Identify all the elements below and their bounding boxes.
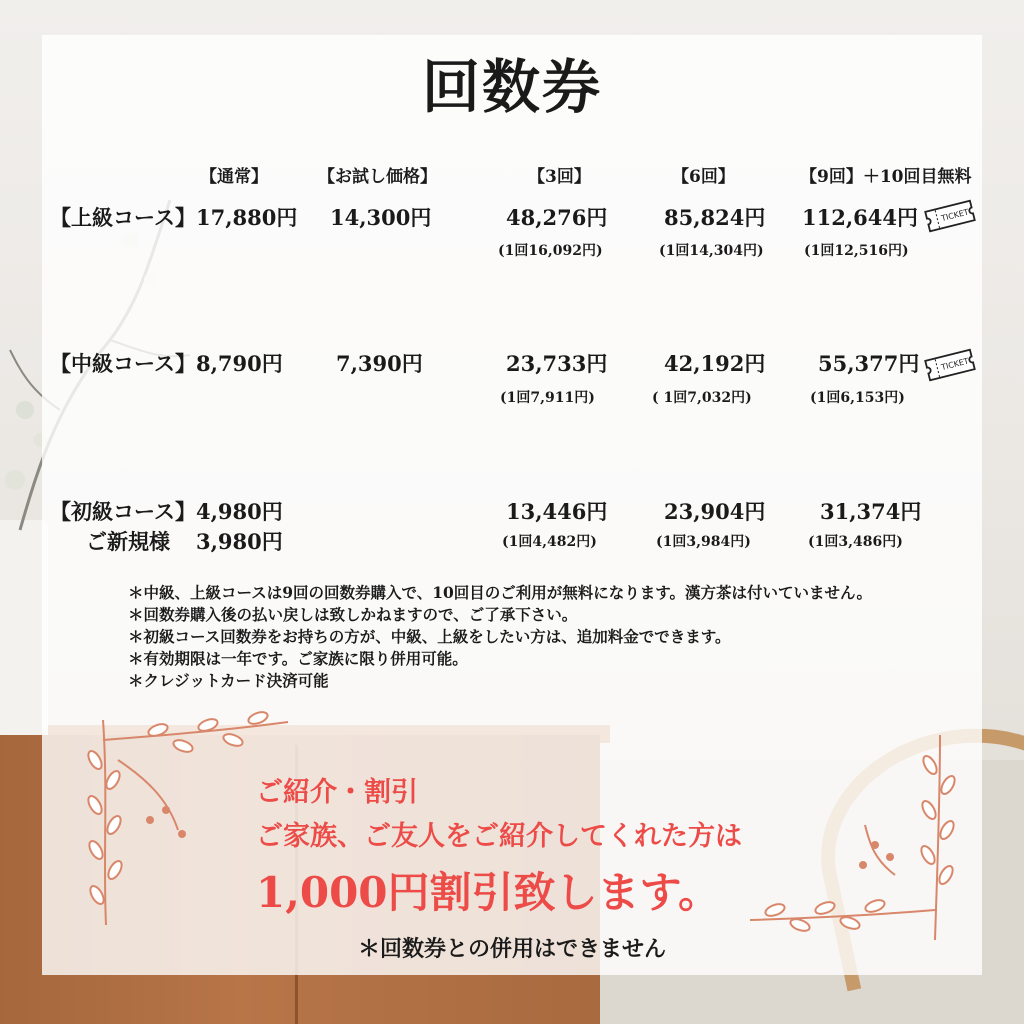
price-trial-intermediate: 7,390円 xyxy=(336,351,423,376)
note-item: ＊クレジットカード決済可能 xyxy=(128,671,329,690)
price-nine-advanced: 112,644円 xyxy=(802,205,918,230)
price-nine-intermediate: 55,377円 xyxy=(818,351,920,376)
price-three-advanced: 48,276円 xyxy=(506,205,608,230)
price-six-beginner: 23,904円 xyxy=(664,499,766,524)
note-item: ＊回数券購入後の払い戻しは致しかねますので、ご了承下さい。 xyxy=(128,605,578,624)
per-six-beginner: (1回3,984円) xyxy=(656,534,751,550)
price-regular-beginner: 4,980円 xyxy=(196,499,283,524)
per-nine-advanced: (1回12,516円) xyxy=(804,243,909,259)
price-six-advanced: 85,824円 xyxy=(664,205,766,230)
svg-text:TICKET: TICKET xyxy=(940,207,970,224)
notes-list xyxy=(128,582,872,692)
price-nine-beginner: 31,374円 xyxy=(820,499,922,524)
course-label-beginner: 【初級コース】 xyxy=(50,499,196,524)
header-nine: 【9回】＋10回目無料 xyxy=(800,167,972,187)
note-item: ＊初級コース回数券をお持ちの方が、中級、上級をしたい方は、追加料金でできます。 xyxy=(128,627,731,646)
header-three: 【3回】 xyxy=(528,167,591,187)
per-nine-intermediate: (1回6,153円) xyxy=(810,390,905,406)
promo-description: ご家族、ご友人をご紹介してくれた方は xyxy=(256,821,742,852)
price-regular-intermediate: 8,790円 xyxy=(196,351,283,376)
floral-ornament-right xyxy=(745,725,985,950)
per-three-beginner: (1回4,482円) xyxy=(502,534,597,550)
promo-heading: ご紹介・割引 xyxy=(256,777,418,808)
ticket-icon xyxy=(922,345,978,385)
svg-text:TICKET: TICKET xyxy=(940,356,970,373)
footer-note: ＊回数券との併用はできません xyxy=(357,936,666,962)
price-regular-advanced: 17,880円 xyxy=(196,205,298,230)
course-label-intermediate: 【中級コース】 xyxy=(50,351,196,376)
course-label-advanced: 【上級コース】 xyxy=(50,205,196,230)
header-regular: 【通常】 xyxy=(200,167,268,187)
page-title: 回数券 xyxy=(421,53,602,121)
price-trial-advanced: 14,300円 xyxy=(330,205,432,230)
price-new-customer: 3,980円 xyxy=(196,529,283,554)
per-six-advanced: (1回14,304円) xyxy=(659,243,764,259)
price-three-intermediate: 23,733円 xyxy=(506,351,608,376)
per-nine-beginner: (1回3,486円) xyxy=(808,534,903,550)
promo-discount: 1,000円割引致します。 xyxy=(256,868,721,917)
price-six-intermediate: 42,192円 xyxy=(664,351,766,376)
per-six-intermediate: ( 1回7,032円) xyxy=(652,390,752,406)
new-customer-label: ご新規様 xyxy=(86,529,170,554)
per-three-advanced: (1回16,092円) xyxy=(498,243,603,259)
price-three-beginner: 13,446円 xyxy=(506,499,608,524)
note-item: ＊中級、上級コースは9回の回数券購入で、10回目のご利用が無料になります。漢方茶は付いていません。 xyxy=(128,583,872,602)
header-trial: 【お試し価格】 xyxy=(318,167,437,187)
per-three-intermediate: (1回7,911円) xyxy=(500,390,595,406)
ticket-icon xyxy=(922,196,978,236)
header-six: 【6回】 xyxy=(672,167,735,187)
background-vase xyxy=(0,520,48,735)
note-item: ＊有効期限は一年です。ご家族に限り併用可能。 xyxy=(128,649,468,668)
